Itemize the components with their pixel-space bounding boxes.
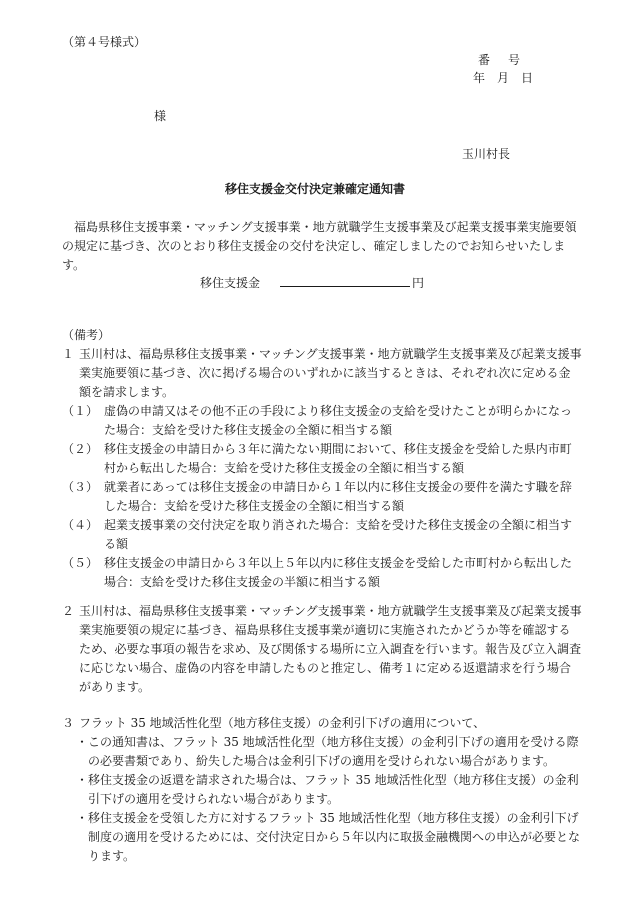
remarks-heading: （備考） bbox=[62, 328, 111, 342]
subitem-text: 就業者にあっては移住支援金の申請日から１年以内に移住支援金の要件を満たす職を辞した場合：支給を受けた移住支援金の全額に相当する額 bbox=[104, 480, 572, 513]
amount-blank-line bbox=[280, 272, 410, 287]
list-item bbox=[62, 554, 582, 592]
remark-text: 玉川村は、福島県移住支援事業・マッチング支援事業・地方就職学生支援事業及び起業支援事業実施要領の規定に基づき、福島県移住支援事業が適切に実施されたかどうか等を確認するため、必要な事項の報告を求め、及び関係する場所に立入調査を行います。報告及び立入調査に応じない場合、虚偽の内容を申請したものと推定し、備考１に定める返還請求を行う場合があります。 bbox=[79, 604, 582, 694]
subitem-number: （２） bbox=[62, 442, 99, 456]
bullet-mark: ・ bbox=[76, 735, 89, 749]
amount-unit: 円 bbox=[412, 276, 425, 290]
remark-text: フラット 35 地域活性化型（地方移住支援）の金利引下げの適用について、 bbox=[79, 716, 486, 730]
form-number: （第４号様式） bbox=[62, 35, 147, 49]
bullet-text: この通知書は、フラット 35 地域活性化型（地方移住支援）の金利引下げの適用を受ける際の必要書類であり、紛失した場合は金利引下げの適用を受けられない場合があります。 bbox=[88, 735, 579, 768]
subitem-number: （４） bbox=[62, 518, 99, 532]
remark-number: ３ bbox=[62, 716, 75, 730]
bullet-mark: ・ bbox=[76, 773, 89, 787]
remark-number: ２ bbox=[62, 604, 75, 618]
intro-paragraph: 福島県移住支援事業・マッチング支援事業・地方就職学生支援事業及び起業支援事業実施要領の規定に基づき、次のとおり移住支援金の交付を決定し、確定しましたのでお知らせいたします。 bbox=[62, 220, 577, 272]
remark-item-1 bbox=[62, 345, 582, 402]
subitem-number: （５） bbox=[62, 556, 99, 570]
remark-text: 玉川村は、福島県移住支援事業・マッチング支援事業・地方就職学生支援事業及び起業支援事業実施要領に基づき、次に掲げる場合のいずれかに該当するときは、それぞれ次に定める金額を請求します。 bbox=[79, 347, 582, 399]
document-title: 移住支援金交付決定兼確定通知書 bbox=[224, 182, 405, 196]
list-item bbox=[62, 402, 582, 440]
subitem-text: 起業支援事業の交付決定を取り消された場合：支給を受けた移住支援金の全額に相当する額 bbox=[104, 518, 573, 551]
list-item bbox=[76, 809, 582, 866]
list-item bbox=[76, 733, 582, 771]
list-item bbox=[76, 771, 582, 809]
list-item bbox=[62, 478, 582, 516]
subitem-number: （３） bbox=[62, 480, 99, 494]
bullet-mark: ・ bbox=[76, 811, 89, 825]
bullet-list bbox=[76, 733, 582, 866]
subitem-text: 虚偽の申請又はその他不正の手段により移住支援金の支給を受けたことが明らかになった場合：支給を受けた移住支援金の全額に相当する額 bbox=[104, 404, 573, 437]
subitem-list bbox=[62, 402, 582, 592]
issuer-name: 玉川村長 bbox=[462, 147, 511, 161]
amount-row bbox=[200, 272, 424, 293]
bullet-text: 移住支援金を受領した方に対するフラット 35 地域活性化型（地方移住支援）の金利引下げ制度の適用を受けるためには、交付決定日から５年以内に取扱金融機関への申込が必要となります。 bbox=[88, 811, 581, 863]
subitem-number: （１） bbox=[62, 404, 99, 418]
subitem-text: 移住支援金の申請日から３年に満たない期間において、移住支援金を受給した県内市町村から転出した場合：支給を受けた移住支援金の全額に相当する額 bbox=[104, 442, 572, 475]
bullet-text: 移住支援金の返還を請求された場合は、フラット 35 地域活性化型（地方移住支援）の金利引下げの適用を受けられない場合があります。 bbox=[88, 773, 579, 806]
date-label: 年 月 日 bbox=[473, 71, 534, 85]
recipient-suffix: 様 bbox=[154, 109, 167, 123]
amount-label: 移住支援金 bbox=[200, 276, 261, 290]
list-item bbox=[62, 440, 582, 478]
subitem-text: 移住支援金の申請日から３年以上５年以内に移住支援金を受給した市町村から転出した場合：支給を受けた移住支援金の半額に相当する額 bbox=[104, 556, 573, 589]
list-item bbox=[62, 516, 582, 554]
document-number-label: 番号 bbox=[478, 53, 539, 67]
remark-item-2 bbox=[62, 602, 582, 697]
remark-number: １ bbox=[62, 347, 75, 361]
remark-item-3 bbox=[62, 714, 582, 733]
